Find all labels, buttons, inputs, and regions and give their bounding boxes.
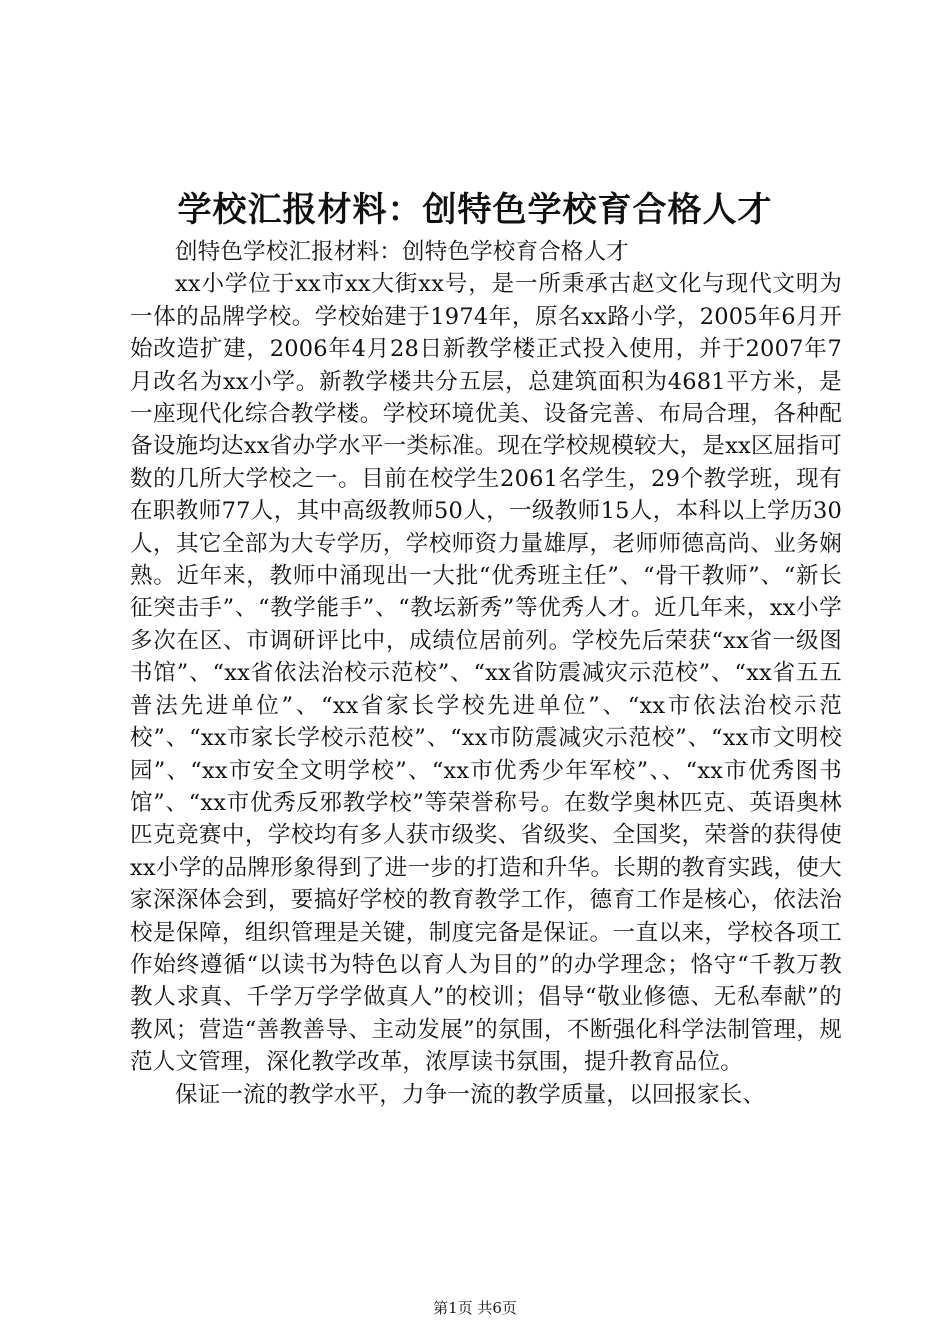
page-footer xyxy=(0,1298,950,1318)
paragraph-subtitle: 创特色学校汇报材料：创特色学校育合格人才 xyxy=(175,239,630,265)
document-title: 学校汇报材料：创特色学校育合格人才 xyxy=(177,190,773,230)
page-number-label: 第1页 共6页 xyxy=(433,1299,517,1317)
paragraph-continued: 保证一流的教学水平，力争一流的教学质量，以回报家长、 xyxy=(175,1081,766,1108)
paragraph-main: xx小学位于xx市xx大街xx号，是一所秉承古赵文化与现代文明为一体的品牌学校。学校始建于1974年，原名xx路小学，2005年6月开始改造扩建，2006年4月28日新教学楼正式投入使用，并于2007年7月改名为xx小学。新教学楼共分五层，总建筑面积为4681平方米，是一座现代化综合教学楼。学校环境优美、设备完善、布局合理，各种配备设施均达xx省办学水平一类标准。现在学校规模较大，是xx区屈指可数的几所大学校之一。目前在校学生2061名学生，29个教学班，现有在职教师77人，其中高级教师50人，一级教师15人，本科以上学历30人，其它全部为大专学历，学校师资力量雄厚，老师师德高尚、业务娴熟。近年来，教师中涌现出一大批“优秀班主任”、“骨干教师”、“新长征突击手”、“教学能手”、“教坛新秀”等优秀人才。近几年来，xx小学多次在区、市调研评比中，成绩位居前列。学校先后荣获“xx省一级图书馆”、“xx省依法治校示范校”、“xx省防震减灾示范校”、“xx省五五普法先进单位”、“xx省家长学校先进单位”、“xx市依法治校示范校”、“xx市家长学校示范校”、“xx市防震减灾示范校”、“xx市文明校园”、“xx市安全文明学校”、“xx市优秀少年军校”、、“xx市优秀图书馆”、“xx市优秀反邪教学校”等荣誉称号。在数学奥林匹克、英语奥林匹克竞赛中，学校均有多人获市级奖、省级奖、全国奖，荣誉的获得使xx小学的品牌形象得到了进一步的打造和升华。长期的教育实践，使大家深深体会到，要搞好学校的教育教学工作，德育工作是核心，依法治校是保障，组织管理是关键，制度完备是保证。一直以来，学校各项工作始终遵循“以读书为特色以育人为目的”的办学理念；恪守“千教万教教人求真、千学万学学做真人”的校训；倡导“敬业修德、无私奉献”的教风；营造“善教善导、主动发展”的氛围，不断强化科学法制管理，规范人文管理，深化教学改革，浓厚读书氛围，提升教育品位。 xyxy=(130,271,842,1076)
document-body xyxy=(130,236,842,1111)
